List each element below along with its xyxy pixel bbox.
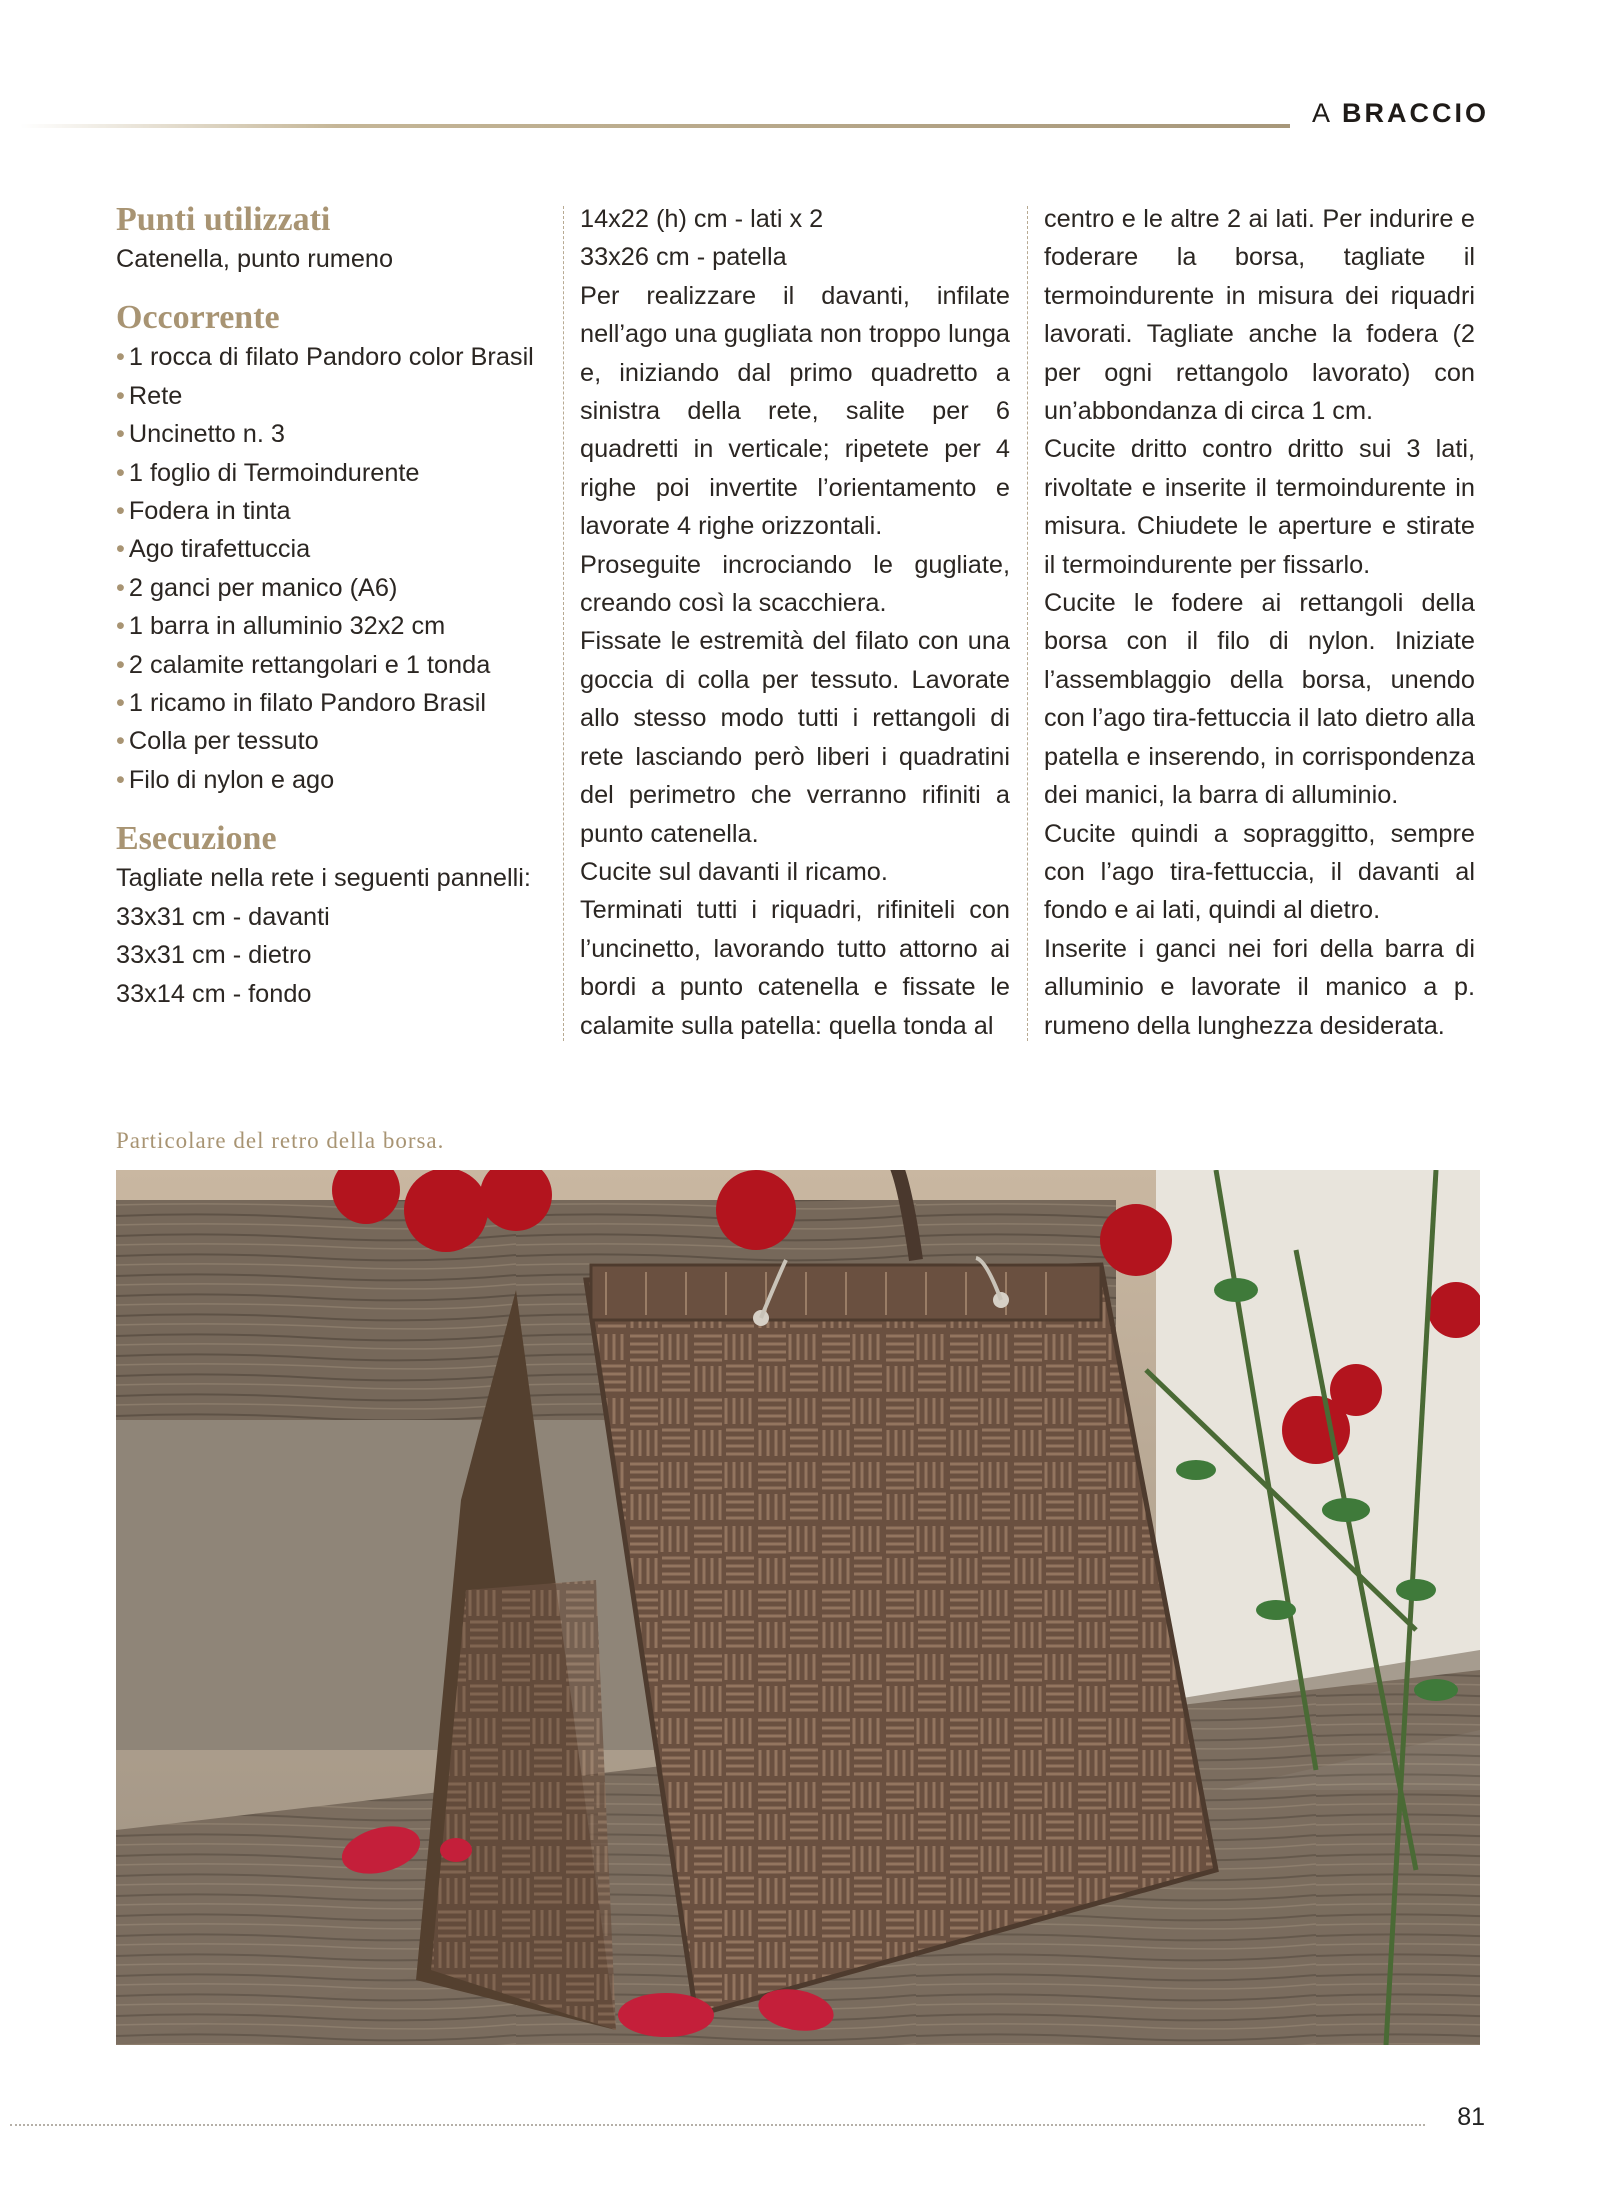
execution-line: 33x31 cm - dietro xyxy=(116,941,312,970)
execution-line: 33x14 cm - fondo xyxy=(116,979,312,1008)
list-item: • Uncinetto n. 3 xyxy=(116,420,285,449)
list-item: • 2 calamite rettangolari e 1 tonda xyxy=(116,650,491,679)
paragraph: Cucite le fodere ai rettangoli della borsa con il filo di nylon. Iniziate l’assemblaggio della borsa, unendo con l’ago tira-fettuccia il lato dietro alla patella e inserendo, in corrispondenza dei manici, la barra di alluminio. xyxy=(1044,589,1475,810)
bullet-icon: • xyxy=(116,420,125,449)
bullet-icon: • xyxy=(116,765,125,794)
column-divider xyxy=(563,206,564,1041)
bullet-icon: • xyxy=(116,573,125,602)
list-item: • 1 foglio di Termoindurente xyxy=(116,458,420,487)
section-label: A BRACCIO xyxy=(1312,98,1490,128)
list-item: • Fodera in tinta xyxy=(116,497,291,526)
bullet-icon: • xyxy=(116,612,125,641)
heading-materials: Occorrente xyxy=(116,299,280,337)
paragraph: centro e le altre 2 ai lati. Per indurire e foderare la borsa, tagliate il termoindurente in misura dei riquadri lavorati. Tagliate anche la fodera (2 per ogni rettangolo lavorato) con un’abbondanza di circa 1 cm. xyxy=(1044,205,1475,426)
paragraph: Proseguite incrociando le gugliate, creando così la scacchiera. xyxy=(580,550,1010,618)
list-item: • Filo di nylon e ago xyxy=(116,765,335,794)
column-instructions-2 xyxy=(1044,200,1475,1045)
bullet-icon: • xyxy=(116,727,125,756)
column-materials xyxy=(116,200,548,1045)
list-item: • Colla per tessuto xyxy=(116,727,319,756)
bullet-icon: • xyxy=(116,689,125,718)
paragraph: Cucite sul davanti il ricamo. xyxy=(580,857,888,886)
footer-rule xyxy=(10,2124,1425,2126)
list-item: • 2 ganci per manico (A6) xyxy=(116,573,398,602)
stitches-text: Catenella, punto rumeno xyxy=(116,245,394,273)
bullet-icon: • xyxy=(116,343,125,372)
list-item: • 1 barra in alluminio 32x2 cm xyxy=(116,612,446,641)
paragraph: Terminati tutti i riquadri, rifiniteli con l’uncinetto, lavorando tutto attorno ai bordi a punto catenella e fissate le calamite sulla patella: quella tonda al xyxy=(580,896,1010,1040)
materials-list xyxy=(116,338,548,799)
panel-size-line: 14x22 (h) cm - lati x 2 xyxy=(580,205,824,233)
bullet-icon: • xyxy=(116,458,125,487)
paragraph: Cucite quindi a sopraggitto, sempre con l’ago tira-fettuccia, il davanti al fondo e ai lati, quindi al dietro. xyxy=(1044,819,1475,925)
list-item: • 1 rocca di filato Pandoro color Brasil xyxy=(116,343,534,372)
bullet-icon: • xyxy=(116,650,125,679)
bullet-icon: • xyxy=(116,497,125,526)
heading-execution: Esecuzione xyxy=(116,820,277,858)
heading-stitches: Punti utilizzati xyxy=(116,201,331,238)
execution-line: Tagliate nella rete i seguenti pannelli: xyxy=(116,864,531,893)
execution-line: 33x31 cm - davanti xyxy=(116,902,330,931)
brown-woven-handbag-photo xyxy=(116,1170,1480,2045)
page-number: 81 xyxy=(1457,2103,1485,2131)
list-item: • Ago tirafettuccia xyxy=(116,535,311,564)
paragraph: Per realizzare il davanti, infilate nell’ago una gugliata non troppo lunga e, iniziando dal primo quadretto a sinistra della rete, salite per 6 quadretti in verticale; ripetete per 4 righe poi invertite l’orientamento e lavorate 4 righe orizzontali. xyxy=(580,281,1010,541)
paragraph: Fissate le estremità del filato con una goccia di colla per tessuto. Lavorate allo stesso modo tutti i rettangoli di rete lasciando però liberi i quadratini del perimetro che verranno rifiniti a punto catenella. xyxy=(580,627,1010,848)
panel-size-line: 33x26 cm - patella xyxy=(580,243,787,272)
paragraph: Inserite i ganci nei fori della barra di alluminio e lavorate il manico a p. rumeno della lunghezza desiderata. xyxy=(1044,934,1475,1040)
bullet-icon: • xyxy=(116,535,125,564)
header-rule xyxy=(20,124,1290,128)
column-divider xyxy=(1027,206,1028,1041)
list-item: • 1 ricamo in filato Pandoro Brasil xyxy=(116,689,486,718)
photo-caption: Particolare del retro della borsa. xyxy=(116,1128,445,1153)
list-item: • Rete xyxy=(116,381,183,410)
column-instructions-1 xyxy=(580,200,1010,1045)
paragraph: Cucite dritto contro dritto sui 3 lati, rivoltate e inserite il termoindurente in misura. Chiudete le aperture e stirate il termoindurente per fissarlo. xyxy=(1044,435,1475,579)
bullet-icon: • xyxy=(116,381,125,410)
